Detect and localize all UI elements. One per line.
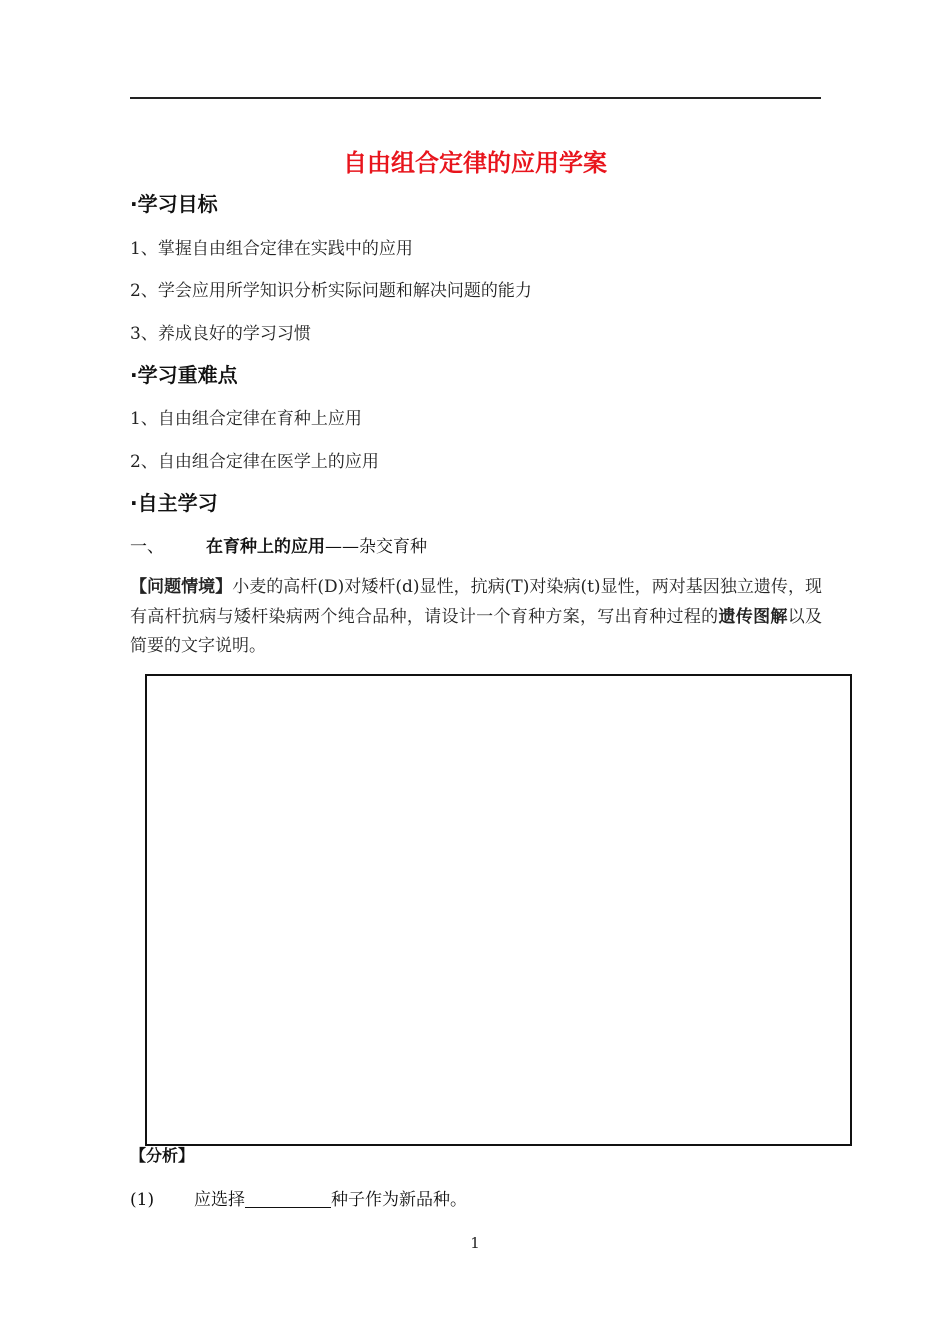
key-point-item-1: 1、自由组合定律在育种上应用 bbox=[130, 409, 362, 429]
problem-bold-term: 遗传图解 bbox=[718, 606, 788, 627]
problem-text-2: 以及简要的文字说明。 bbox=[130, 606, 823, 656]
answer-box bbox=[145, 674, 852, 1146]
goal-item-1: 1、掌握自由组合定律在实践中的应用 bbox=[130, 239, 413, 259]
section-heading-key-points: ·学习重难点 bbox=[130, 363, 238, 387]
question-1 bbox=[130, 1185, 467, 1210]
subsection-title-bold: 在育种上的应用 bbox=[206, 537, 325, 557]
goal-item-2: 2、学会应用所学知识分析实际问题和解决问题的能力 bbox=[130, 281, 532, 301]
question-1-before: 应选择 bbox=[194, 1190, 245, 1210]
section-heading-goals: ·学习目标 bbox=[130, 192, 218, 216]
question-1-blank bbox=[245, 1189, 331, 1208]
problem-label: 【问题情境】 bbox=[130, 577, 233, 597]
question-1-after: 种子作为新品种。 bbox=[331, 1190, 467, 1210]
analysis-label: 【分析】 bbox=[130, 1146, 195, 1165]
document-title: 自由组合定律的应用学案 bbox=[343, 149, 607, 177]
page-number: 1 bbox=[470, 1234, 480, 1252]
subsection-heading bbox=[130, 532, 427, 557]
header-rule bbox=[130, 97, 821, 99]
subsection-title-rest: ——杂交育种 bbox=[325, 537, 427, 557]
question-1-number: (1) bbox=[130, 1190, 155, 1210]
key-point-item-2: 2、自由组合定律在医学上的应用 bbox=[130, 452, 379, 472]
problem-paragraph bbox=[130, 573, 822, 662]
problem-text-1: 小麦的高杆(D)对矮杆(d)显性，抗病(T)对染病(t)显性，两对基因独立遗传，现有高杆抗病与矮杆染病两个纯合品种，请设计一个育种方案，写出育种过程的 bbox=[130, 577, 822, 627]
goal-item-3: 3、养成良好的学习习惯 bbox=[130, 324, 311, 344]
subsection-number: 一、 bbox=[130, 537, 164, 557]
section-heading-self-study: ·自主学习 bbox=[130, 491, 218, 515]
